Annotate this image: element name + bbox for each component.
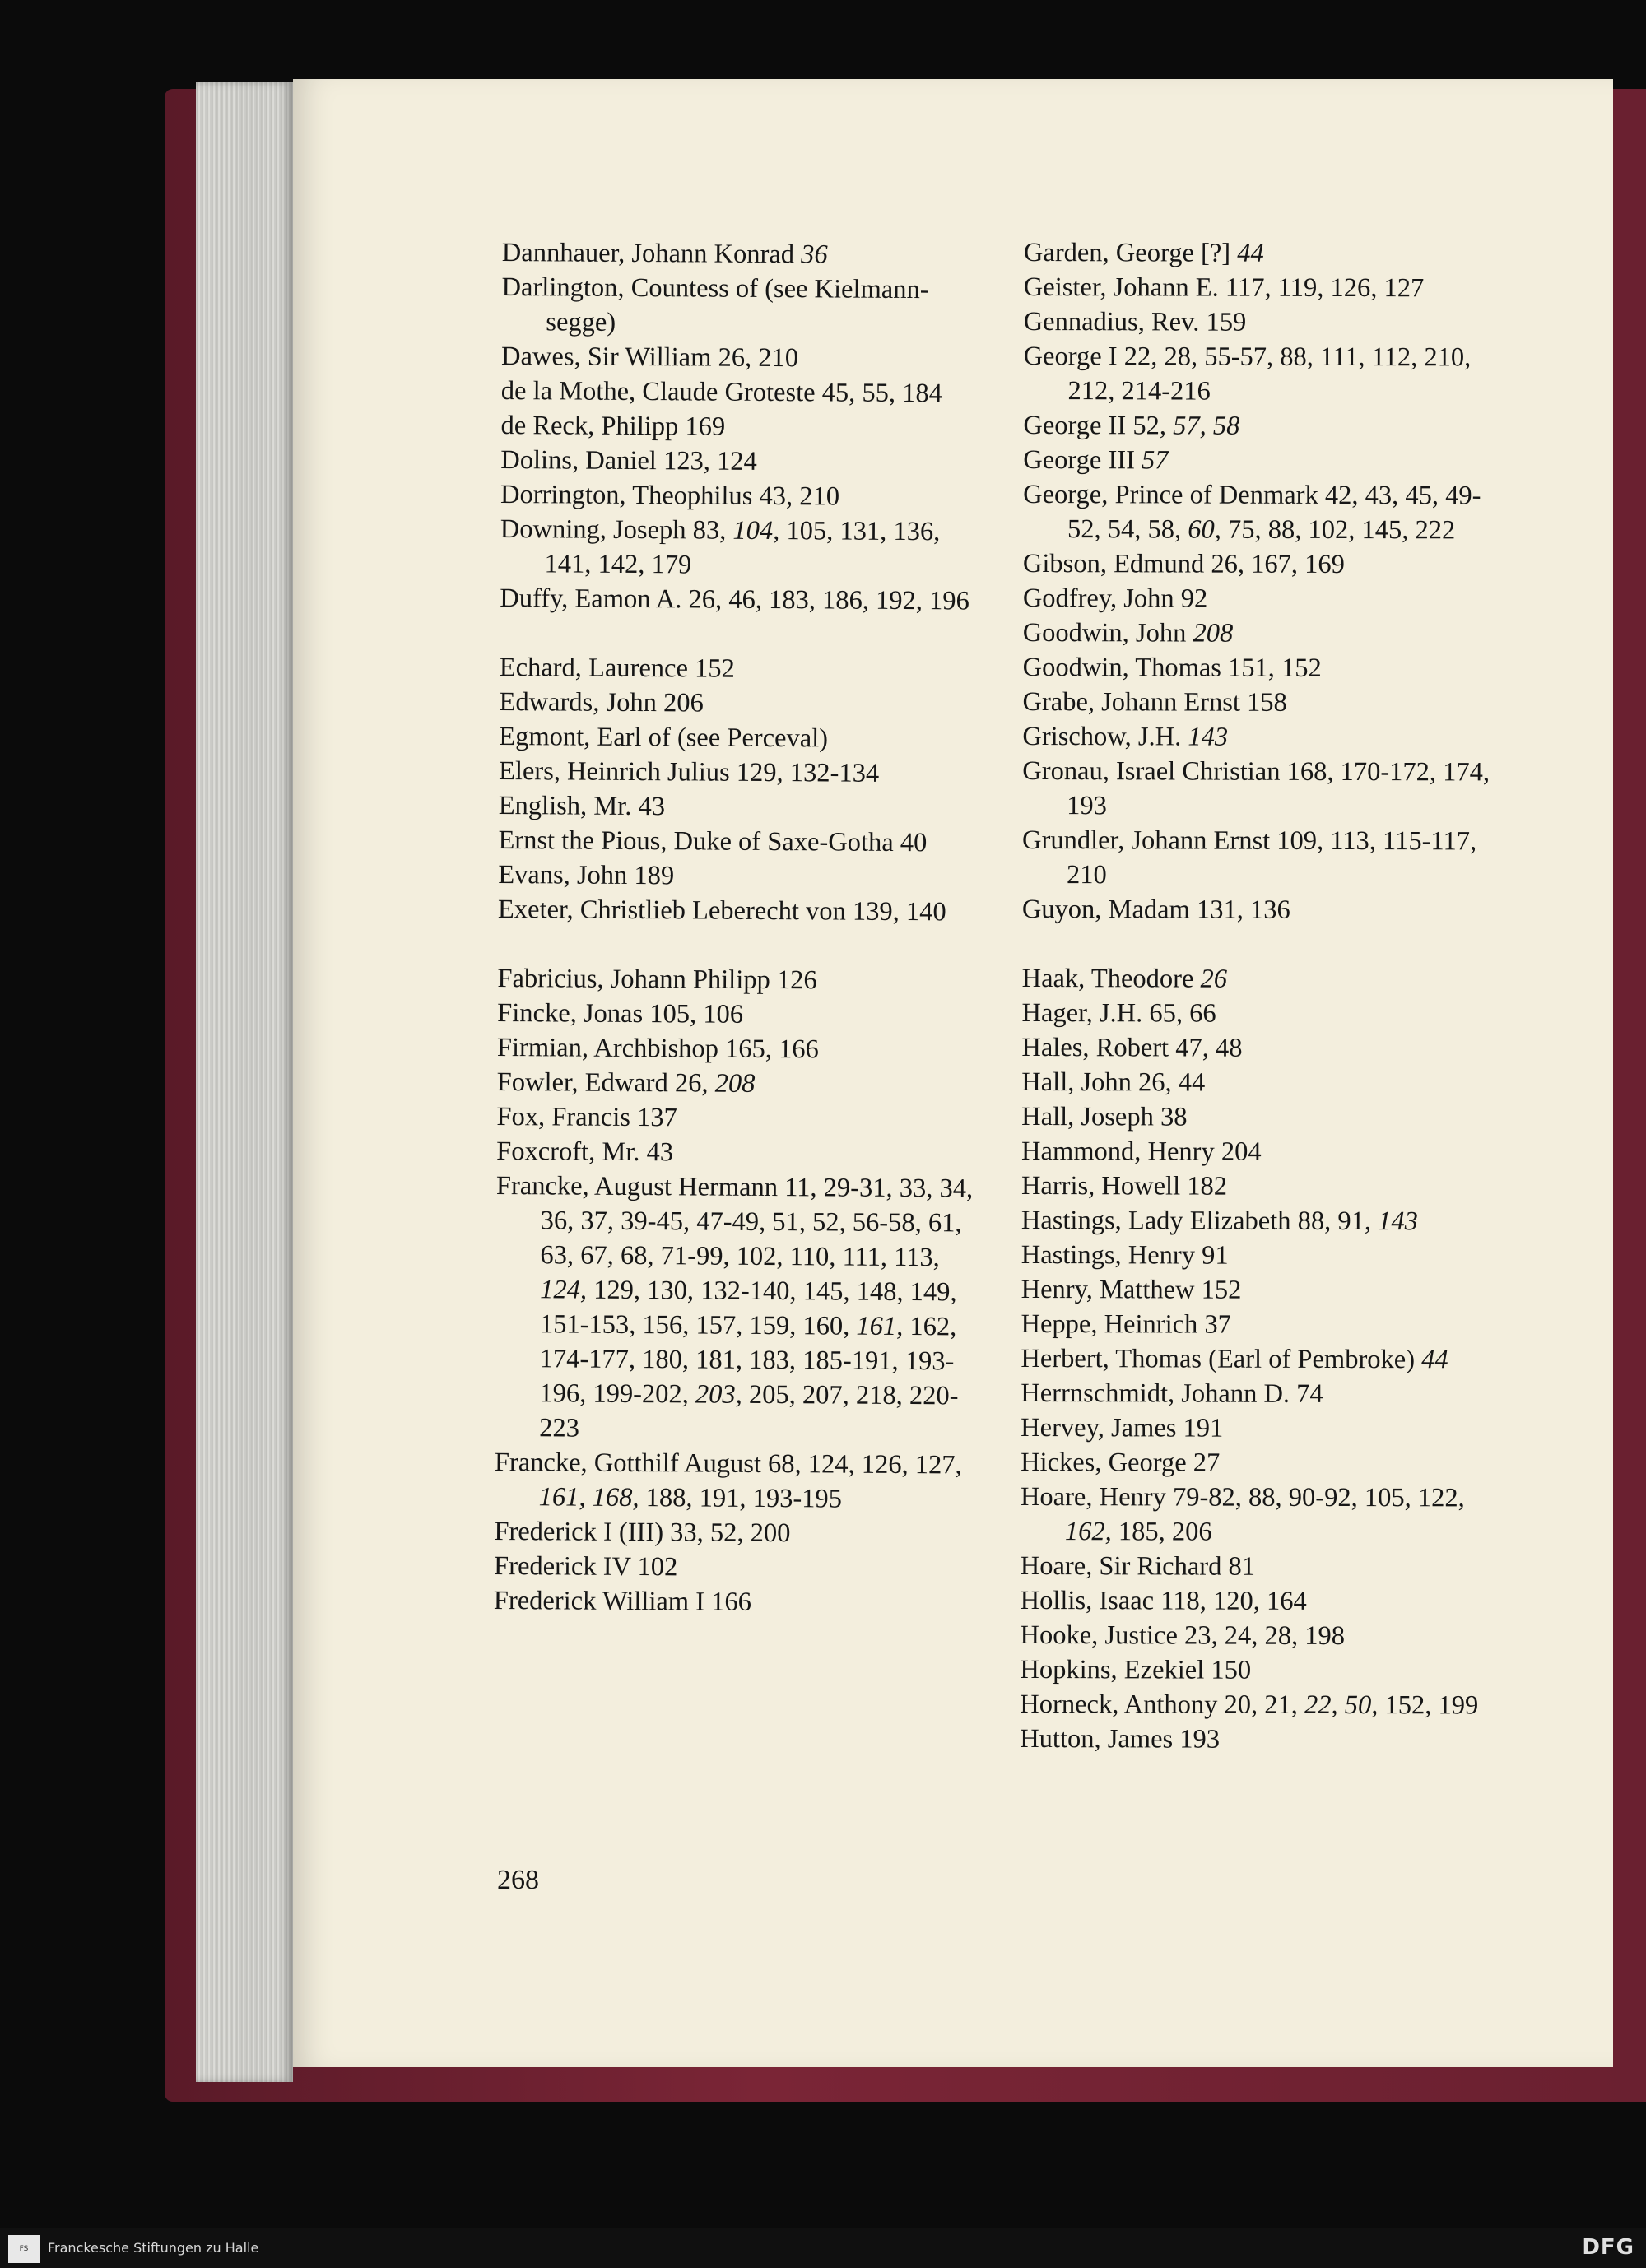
entry-text: Hall, Joseph 38 (1021, 1101, 1188, 1132)
entry-text: Frederick William I 166 (493, 1585, 752, 1617)
index-entry (1020, 1687, 1505, 1723)
entry-text: Hopkins, Ezekiel 150 (1020, 1654, 1252, 1685)
entry-text: Herbert, Thomas (Earl of Pembroke) (1021, 1343, 1422, 1375)
italic-page-ref: 57, 58 (1173, 411, 1240, 441)
entry-text: Hoare, Henry 79-82, 88, 90-92, 105, 122, (1020, 1481, 1465, 1513)
page-number: 268 (497, 1865, 539, 1895)
entry-text: Heppe, Heinrich 37 (1021, 1308, 1231, 1340)
index-entry (1022, 823, 1508, 894)
entry-text: English, Mr. 43 (498, 790, 666, 822)
index-entry (1020, 1722, 1505, 1758)
entry-text: Gennadius, Rev. 159 (1023, 306, 1247, 337)
index-entry (1020, 1618, 1505, 1654)
entry-text: 188, 191, 193-195 (639, 1483, 843, 1514)
entry-text: Grundler, Johann Ernst 109, 113, 115-117, 210 (1022, 825, 1477, 890)
index-entry (1021, 1238, 1507, 1274)
entry-text: Horneck, Anthony 20, 21, (1020, 1689, 1305, 1720)
italic-page-ref: 208 (714, 1068, 756, 1099)
index-entry (499, 788, 984, 826)
entry-text: Goodwin, John (1022, 617, 1193, 648)
index-entry (1024, 304, 1509, 341)
index-entry (500, 408, 986, 446)
entry-text: Hager, J.H. 65, 66 (1021, 997, 1216, 1029)
index-entry (500, 477, 986, 515)
index-entry (494, 1514, 979, 1552)
letter-group-gap (498, 927, 983, 964)
entry-text: Grischow, J.H. (1022, 721, 1188, 752)
index-entry (1022, 961, 1508, 997)
index-entry (1023, 650, 1509, 686)
index-entry (1024, 235, 1509, 272)
entry-text: Haak, Theodore (1021, 963, 1201, 994)
index-entry (1021, 1307, 1506, 1343)
entry-text: Hoare, Sir Richard 81 (1020, 1550, 1256, 1582)
index-entry (1023, 477, 1509, 548)
index-entry (1023, 616, 1509, 652)
entry-text: Darlington, Countess of (see Kielmann-segge) (501, 272, 929, 337)
letter-group-gap (1022, 927, 1508, 963)
index-entry (1021, 1030, 1507, 1067)
entry-text: Downing, Joseph 83, (500, 514, 733, 546)
index-entry (500, 581, 985, 619)
index-entry (499, 754, 984, 792)
italic-page-ref: 161, (856, 1311, 904, 1342)
index-entry (498, 892, 983, 930)
entry-text: Francke, August Hermann 11, 29-31, 33, 34, 36, 37, 39-45, 47-49, 51, 52, 56-58, 61, 63, 67, 68, 71-99, 102, 110, 111, 113, (495, 1170, 974, 1273)
entry-text: Gibson, Edmund 26, 167, 169 (1022, 548, 1345, 580)
entry-text: 162, 174-177, 180, 181, 183, 185-191, 193-196, 199-202, (539, 1312, 957, 1410)
entry-text: Exeter, Christlieb Leberecht von 139, 140 (497, 894, 946, 927)
entry-text: Hales, Robert 47, 48 (1021, 1032, 1243, 1063)
index-entry (1023, 581, 1509, 617)
index-entry (495, 1445, 981, 1517)
entry-text: George, Prince of Denmark 42, 43, 45, 49-52, 54, 58, (1023, 479, 1481, 545)
index-entry (1021, 1341, 1506, 1378)
entry-text: Foxcroft, Mr. 43 (496, 1136, 674, 1168)
entry-text: Hooke, Justice 23, 24, 28, 198 (1020, 1620, 1346, 1652)
entry-text: Hervey, James 191 (1021, 1412, 1224, 1443)
entry-text: George III (1023, 444, 1142, 476)
entry-text: 129, 130, 132-140, 145, 148, 149, 151-153, 156, 157, 159, 160, (539, 1275, 957, 1341)
entry-text: Hall, John 26, 44 (1021, 1067, 1206, 1098)
entry-text: Frederick I (III) 33, 52, 200 (494, 1516, 791, 1549)
entry-text: Dorrington, Theophilus 43, 210 (500, 479, 840, 512)
entry-text: Fowler, Edward 26, (496, 1067, 715, 1099)
index-entry (1021, 1376, 1506, 1412)
entry-text: Harris, Howell 182 (1021, 1170, 1228, 1201)
italic-page-ref: 60, (1188, 514, 1221, 545)
index-column-left (494, 235, 988, 1621)
index-entry (499, 685, 984, 723)
entry-text: 105, 131, 136, 141, 142, 179 (544, 516, 941, 580)
italic-page-ref: 143 (1188, 722, 1229, 752)
entry-text: de Reck, Philipp 169 (500, 410, 726, 442)
entry-text: Elers, Heinrich Julius 129, 132-134 (498, 755, 880, 788)
entry-text: Hammond, Henry 204 (1021, 1136, 1262, 1167)
index-entry (1022, 892, 1508, 928)
entry-text: Firmian, Archbishop 165, 166 (496, 1032, 819, 1065)
entry-text: Hickes, George 27 (1021, 1447, 1221, 1478)
entry-text: George II 52, (1023, 410, 1174, 441)
italic-page-ref: 104, (732, 515, 780, 546)
italic-page-ref: 143 (1378, 1206, 1418, 1237)
index-entry (1020, 1652, 1505, 1689)
entry-text: Fincke, Jonas 105, 106 (497, 997, 744, 1029)
index-entry (497, 1030, 983, 1068)
index-entry (1021, 1480, 1506, 1550)
institution-name: Franckesche Stiftungen zu Halle (48, 2240, 259, 2256)
entry-text: de la Mothe, Claude Groteste 45, 55, 184 (500, 375, 943, 409)
index-entry (1022, 685, 1508, 721)
entry-text: Goodwin, Thomas 151, 152 (1022, 652, 1322, 683)
index-column-right (1020, 235, 1509, 1758)
entry-text: Duffy, Eamon A. 26, 46, 183, 186, 192, 196 (500, 583, 969, 616)
entry-text: 152, 199 (1378, 1690, 1479, 1721)
index-entry (497, 1065, 983, 1103)
index-entry (1021, 1169, 1507, 1205)
entry-text: 185, 206 (1111, 1517, 1212, 1547)
index-entry (500, 650, 985, 688)
index-entry (1021, 1583, 1506, 1620)
index-entry (1023, 546, 1509, 583)
entry-text: 75, 88, 102, 145, 222 (1221, 514, 1456, 546)
index-entry (1021, 1134, 1507, 1170)
index-entry (502, 235, 988, 273)
italic-page-ref: 44 (1237, 238, 1264, 268)
entry-text: Fabricius, Johann Philipp 126 (497, 963, 817, 996)
index-entry (494, 1549, 979, 1587)
entry-text: 205, 207, 218, 220-223 (539, 1379, 959, 1443)
index-entry (500, 512, 986, 584)
entry-text: Geister, Johann E. 117, 119, 126, 127 (1023, 272, 1425, 304)
entry-text: Frederick IV 102 (494, 1550, 678, 1582)
entry-text: Hollis, Isaac 118, 120, 164 (1020, 1585, 1307, 1616)
italic-page-ref: 22, 50, (1304, 1689, 1379, 1721)
index-entry (501, 374, 987, 411)
italic-page-ref: 162, (1064, 1517, 1112, 1547)
italic-page-ref: 44 (1421, 1345, 1448, 1375)
entry-text: Grabe, Johann Ernst 158 (1022, 686, 1287, 718)
entry-text: Dolins, Daniel 123, 124 (500, 444, 757, 476)
index-entry (497, 961, 983, 999)
entry-text: Edwards, John 206 (499, 686, 704, 718)
viewer-footer (0, 2228, 1646, 2268)
index-entry (1023, 443, 1509, 479)
index-entry (500, 443, 986, 481)
italic-page-ref: 26 (1200, 964, 1228, 994)
entry-text: George I 22, 28, 55-57, 88, 111, 112, 210, 212, 214-216 (1023, 341, 1472, 407)
entry-text: Egmont, Earl of (see Perceval) (499, 721, 829, 754)
italic-page-ref: 57 (1142, 445, 1169, 476)
entry-text: Dannhauer, Johann Konrad (501, 237, 802, 270)
entry-text: Ernst the Pious, Duke of Saxe-Gotha 40 (498, 825, 928, 858)
entry-text: Hastings, Henry 91 (1021, 1239, 1229, 1271)
index-entry (1023, 339, 1509, 410)
letter-group-gap (500, 616, 985, 653)
index-entry (1021, 1272, 1507, 1308)
entry-text: Hutton, James 193 (1020, 1723, 1221, 1754)
italic-page-ref: 208 (1193, 618, 1234, 648)
index-entry (1021, 1203, 1507, 1239)
entry-text: Evans, John 189 (498, 859, 675, 891)
index-entry (499, 719, 984, 757)
entry-text: Hastings, Lady Elizabeth 88, 91, (1021, 1205, 1379, 1237)
italic-page-ref: 161, 168, (538, 1482, 639, 1513)
entry-text: Henry, Matthew 152 (1021, 1274, 1242, 1305)
index-entry (494, 1583, 979, 1621)
italic-page-ref: 203, (695, 1379, 742, 1410)
entry-text: Francke, Gotthilf August 68, 124, 126, 127, (494, 1447, 962, 1480)
franckesche-stiftungen-logo-icon: FS (8, 2235, 40, 2263)
entry-text: Dawes, Sir William 26, 210 (500, 341, 799, 374)
index-entry (496, 1099, 982, 1137)
index-entry (497, 996, 983, 1034)
index-entry (495, 1169, 982, 1448)
entry-text: Herrnschmidt, Johann D. 74 (1021, 1378, 1323, 1409)
index-entry (501, 270, 988, 342)
entry-text: Godfrey, John 92 (1022, 583, 1208, 614)
index-entry (1021, 1099, 1507, 1136)
entry-text: Fox, Francis 137 (496, 1101, 677, 1133)
index-entry (498, 823, 983, 861)
italic-page-ref: 124, (540, 1275, 588, 1305)
italic-page-ref: 36 (801, 239, 828, 270)
index-entry (498, 857, 983, 895)
index-entry (1021, 1549, 1506, 1585)
index-entry (1021, 1445, 1506, 1481)
dfg-logo: DFG (1582, 2235, 1634, 2260)
index-entry (1021, 996, 1507, 1032)
index-entry (496, 1134, 982, 1172)
index-entry (1022, 719, 1508, 755)
index-entry (1022, 754, 1508, 825)
page-edges (196, 82, 293, 2082)
entry-text: Guyon, Madam 131, 136 (1021, 894, 1290, 925)
entry-text: Echard, Laurence 152 (499, 652, 735, 684)
index-entry (1024, 270, 1509, 306)
index-entry (1023, 408, 1509, 444)
index-entry (1021, 1065, 1507, 1101)
entry-text: Gronau, Israel Christian 168, 170-172, 174, 193 (1022, 755, 1490, 821)
entry-text: Garden, George [?] (1023, 238, 1238, 268)
index-entry (501, 339, 987, 377)
index-entry (1021, 1411, 1506, 1447)
